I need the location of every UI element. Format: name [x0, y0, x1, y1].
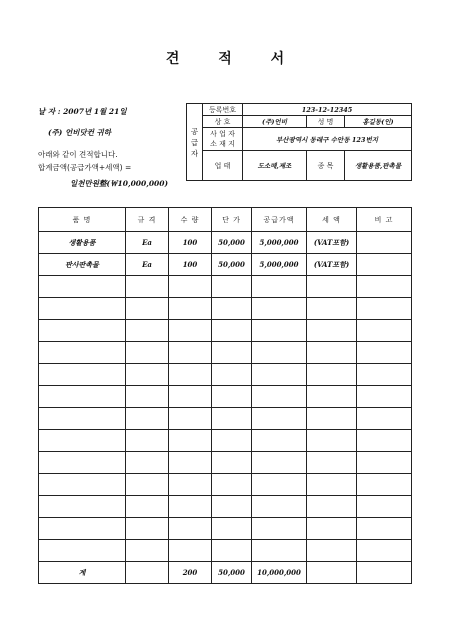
- cell-supply-amount: [252, 496, 307, 518]
- cell-remarks: [357, 232, 412, 254]
- cell-unit-price: [212, 364, 252, 386]
- table-row: [39, 298, 412, 320]
- company-value: (주)언비: [243, 116, 307, 128]
- table-row: [39, 386, 412, 408]
- cell-item-name: [39, 518, 126, 540]
- cell-supply-amount: [252, 342, 307, 364]
- address-value: 부산광역시 동래구 수안동 123번지: [243, 128, 412, 151]
- cell-tax: [307, 320, 357, 342]
- cell-supply-amount: [252, 298, 307, 320]
- cell-tax: [307, 540, 357, 562]
- category-label: 종 목: [307, 151, 345, 181]
- cell-tax: [307, 342, 357, 364]
- total-amount: 일천만원整(￦10,000,000): [70, 179, 169, 188]
- name-value: 홍길동(인): [345, 116, 412, 128]
- cell-tax: [307, 298, 357, 320]
- supplier-table: [186, 103, 412, 181]
- header-supply-amount: 공급가액: [252, 208, 307, 232]
- cell-remarks: [357, 342, 412, 364]
- table-row: [39, 320, 412, 342]
- cell-item-name: [39, 430, 126, 452]
- table-row: [39, 342, 412, 364]
- supplier-group-label: 공 급 자: [187, 104, 203, 181]
- cell-supply-amount: [252, 408, 307, 430]
- header-spec: 규 격: [126, 208, 169, 232]
- cell-item-name: 판사판촉물: [39, 254, 126, 276]
- cell-supply-amount: [252, 540, 307, 562]
- cell-spec: [126, 496, 169, 518]
- header-item-name: 품 명: [39, 208, 126, 232]
- cell-item-name: [39, 540, 126, 562]
- total-label: 합계금액(공급가액+세액) =: [38, 163, 132, 172]
- cell-unit-price: [212, 408, 252, 430]
- cell-supply-amount: 5,000,000: [252, 232, 307, 254]
- cell-spec: [126, 320, 169, 342]
- address-label-line2: 소 재 지: [210, 140, 235, 148]
- cell-remarks: [357, 386, 412, 408]
- cell-remarks: [357, 430, 412, 452]
- cell-spec: [126, 540, 169, 562]
- cell-quantity: [169, 518, 212, 540]
- cell-spec: [126, 452, 169, 474]
- cell-spec: [126, 408, 169, 430]
- cell-supply-amount: [252, 320, 307, 342]
- company-label: 상 호: [203, 116, 243, 128]
- cell-supply-amount: [252, 474, 307, 496]
- cell-tax: [307, 364, 357, 386]
- cell-tax: [307, 430, 357, 452]
- table-row: [39, 232, 412, 254]
- total-supply-amount: 10,000,000: [252, 562, 307, 584]
- items-header-row: [39, 208, 412, 232]
- cell-quantity: [169, 386, 212, 408]
- cell-tax: [307, 474, 357, 496]
- cell-quantity: [169, 540, 212, 562]
- cell-remarks: [357, 518, 412, 540]
- reg-no-value: 123-12-12345: [243, 104, 412, 116]
- cell-tax: [307, 452, 357, 474]
- address-label-line1: 사 업 자: [210, 130, 235, 138]
- recipient-line: (주) 언비닷컨 귀하: [48, 128, 112, 137]
- cell-unit-price: [212, 320, 252, 342]
- cell-remarks: [357, 276, 412, 298]
- cell-tax: (VAT포함): [307, 254, 357, 276]
- cell-remarks: [357, 408, 412, 430]
- cell-quantity: [169, 276, 212, 298]
- cell-item-name: [39, 408, 126, 430]
- cell-supply-amount: 5,000,000: [252, 254, 307, 276]
- cell-spec: [126, 364, 169, 386]
- items-table: [38, 207, 412, 584]
- business-type-label: 업 태: [203, 151, 243, 181]
- cell-quantity: [169, 430, 212, 452]
- cell-remarks: [357, 320, 412, 342]
- cell-supply-amount: [252, 276, 307, 298]
- cell-spec: [126, 276, 169, 298]
- cell-quantity: [169, 474, 212, 496]
- cell-unit-price: [212, 276, 252, 298]
- cell-tax: (VAT포함): [307, 232, 357, 254]
- total-remarks: [357, 562, 412, 584]
- cell-quantity: [169, 364, 212, 386]
- cell-remarks: [357, 452, 412, 474]
- total-item-name: 계: [39, 562, 126, 584]
- category-value: 생활용품,판촉물: [345, 151, 412, 181]
- table-row: [39, 452, 412, 474]
- cell-unit-price: [212, 452, 252, 474]
- cell-spec: [126, 386, 169, 408]
- cell-quantity: [169, 298, 212, 320]
- cell-item-name: [39, 320, 126, 342]
- header-remarks: 비 고: [357, 208, 412, 232]
- cell-quantity: 100: [169, 254, 212, 276]
- cell-quantity: [169, 452, 212, 474]
- cell-supply-amount: [252, 386, 307, 408]
- cell-spec: [126, 298, 169, 320]
- cell-spec: Ea: [126, 232, 169, 254]
- cell-supply-amount: [252, 430, 307, 452]
- cell-quantity: [169, 408, 212, 430]
- cell-unit-price: [212, 386, 252, 408]
- cell-spec: [126, 518, 169, 540]
- cell-item-name: [39, 496, 126, 518]
- cell-spec: [126, 342, 169, 364]
- table-row: [39, 364, 412, 386]
- header-tax: 세 액: [307, 208, 357, 232]
- name-label: 성 명: [307, 116, 345, 128]
- cell-item-name: 생활용품: [39, 232, 126, 254]
- total-quantity: 200: [169, 562, 212, 584]
- cell-unit-price: [212, 430, 252, 452]
- total-spec: [126, 562, 169, 584]
- cell-tax: [307, 276, 357, 298]
- cell-item-name: [39, 276, 126, 298]
- cell-unit-price: [212, 540, 252, 562]
- cell-quantity: 100: [169, 232, 212, 254]
- cell-tax: [307, 518, 357, 540]
- cell-spec: [126, 430, 169, 452]
- cell-item-name: [39, 364, 126, 386]
- cell-item-name: [39, 474, 126, 496]
- cell-remarks: [357, 298, 412, 320]
- table-row: [39, 408, 412, 430]
- address-label: [203, 128, 243, 151]
- cell-unit-price: 50,000: [212, 232, 252, 254]
- cell-tax: [307, 386, 357, 408]
- cell-item-name: [39, 452, 126, 474]
- total-unit-price: 50,000: [212, 562, 252, 584]
- cell-unit-price: [212, 496, 252, 518]
- table-row: [39, 474, 412, 496]
- table-row: [39, 276, 412, 298]
- table-row: [39, 430, 412, 452]
- cell-unit-price: [212, 342, 252, 364]
- cell-supply-amount: [252, 452, 307, 474]
- cell-unit-price: [212, 518, 252, 540]
- total-tax: [307, 562, 357, 584]
- cell-tax: [307, 496, 357, 518]
- cell-quantity: [169, 320, 212, 342]
- date-line: 날 자 : 2007년 1월 21일: [38, 107, 127, 116]
- cell-quantity: [169, 342, 212, 364]
- cell-unit-price: [212, 474, 252, 496]
- cell-remarks: [357, 254, 412, 276]
- table-row: [39, 540, 412, 562]
- cell-supply-amount: [252, 364, 307, 386]
- document-title: 견 적 서: [165, 51, 302, 67]
- estimate-statement: 아래와 같이 견적합니다.: [38, 150, 118, 159]
- cell-tax: [307, 408, 357, 430]
- header-unit-price: 단 가: [212, 208, 252, 232]
- reg-no-label: 등록번호: [203, 104, 243, 116]
- cell-remarks: [357, 540, 412, 562]
- table-row: [39, 518, 412, 540]
- total-row: [39, 562, 412, 584]
- cell-remarks: [357, 496, 412, 518]
- cell-item-name: [39, 342, 126, 364]
- table-row: [39, 254, 412, 276]
- cell-item-name: [39, 386, 126, 408]
- cell-unit-price: [212, 298, 252, 320]
- cell-remarks: [357, 474, 412, 496]
- table-row: [39, 496, 412, 518]
- cell-spec: [126, 474, 169, 496]
- header-quantity: 수 량: [169, 208, 212, 232]
- cell-remarks: [357, 364, 412, 386]
- business-type-value: 도소매,제조: [243, 151, 307, 181]
- cell-spec: Ea: [126, 254, 169, 276]
- cell-unit-price: 50,000: [212, 254, 252, 276]
- cell-supply-amount: [252, 518, 307, 540]
- cell-quantity: [169, 496, 212, 518]
- cell-item-name: [39, 298, 126, 320]
